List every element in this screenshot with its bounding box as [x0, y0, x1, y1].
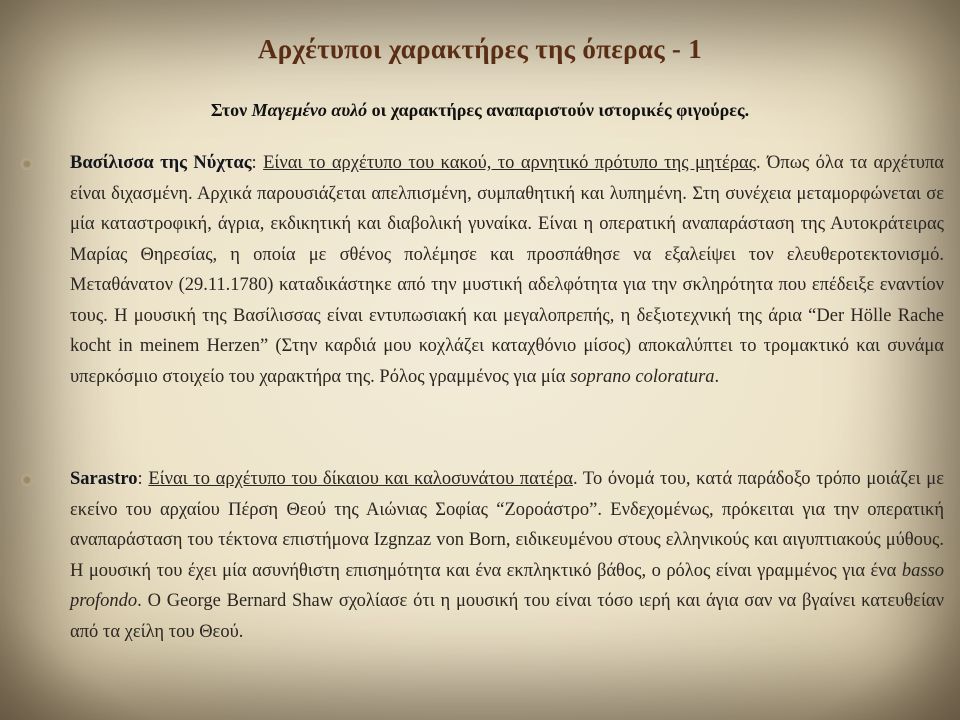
bullet-heading: Βασίλισσα της Νύχτας	[70, 153, 252, 173]
bullet-body-text: . Το όνομά του, κατά παράδοξο τρόπο μοιάζει με εκείνο του αρχαίου Πέρση Θεού της Αιώνιας Σοφίας “Ζοροάστρο”. Ενδεχομένως, πρόκειται για την οπερατική αναπαράσταση του τέκτονα επιστήμονα Izgnzaz von Born, ειδικευμένου στους ελληνικούς και αιγυπτιακούς μύθους. Η μουσική του έχει μία ασυνήθιστη επισημότητα και ένα εκπληκτικό βάθος, ο ρόλος είναι γραμμένος για ένα	[70, 469, 944, 581]
bullet-italic-text: soprano coloratura	[570, 366, 715, 387]
slide-title: Αρχέτυποι χαρακτήρες της όπερας - 1	[257, 34, 703, 64]
bullet-end-text: .	[714, 366, 720, 387]
subtitle-pre: Στον	[210, 100, 252, 120]
bullet-dot-icon	[20, 473, 34, 487]
bullet-italic-text: basso profondo	[70, 560, 944, 611]
bullet-colon: :	[251, 153, 264, 173]
bullet-underlined-text: Είναι το αρχέτυπο του κακού, το αρνητικό πρότυπο της μητέρας	[263, 153, 757, 173]
bullet-end-text: . Ο George Bernard Shaw σχολίασε ότι η μουσική του είναι τόσο ιερή και άγια σαν να βγαίνει κατευθείαν από τα χείλη του Θεού.	[70, 591, 944, 642]
slide-subtitle	[0, 100, 960, 121]
bullet-underlined-text: Είναι το αρχέτυπο του δίκαιου και καλοσυνάτου πατέρα	[148, 469, 573, 489]
bullet-sarastro	[70, 464, 944, 647]
bullet-heading: Sarastro	[70, 469, 138, 489]
subtitle-italic: Μαγεμένο αυλό	[251, 100, 368, 120]
bullet-dot-icon	[20, 157, 34, 171]
bullet-colon: :	[137, 469, 149, 489]
bullet-queen-of-night	[70, 148, 944, 392]
bullet-body-text: . Όπως όλα τα αρχέτυπα είναι διχασμένη. Αρχικά παρουσιάζεται απελπισμένη, συμπαθητική και λυπημένη. Στη συνέχεια μεταμορφώνεται σε μία καταστροφική, άγρια, εκδικητική και διαβολική γυναίκα. Είναι η οπερατική αναπαράσταση της Αυτοκράτειρας Μαρίας Θηρεσίας, η οποία με σθένος πολέμησε και προσπάθησε να εξαλείψει τον ελευθεροτεκτονισμό. Μεταθάνατον (29.11.1780) καταδικάστηκε από την μυστική αδελφότητα για την σκληρότητα που επέδειξε εναντίον τους. Η μουσική της Βασίλισσας είναι εντυπωσιακή και μεγαλοπρεπής, η δεξιοτεχνική της άρια “Der Hölle Rache kocht in meinem Herzen” (Στην καρδιά μου κοχλάζει καταχθόνιο μίσος) αποκαλύπτει το τρομακτικό και συνάμα υπερκόσμιο στοιχείο του χαρακτήρα της. Ρόλος γραμμένος για μία	[70, 153, 944, 387]
subtitle-post: οι χαρακτήρες αναπαριστούν ιστορικές φιγούρες.	[367, 100, 750, 120]
